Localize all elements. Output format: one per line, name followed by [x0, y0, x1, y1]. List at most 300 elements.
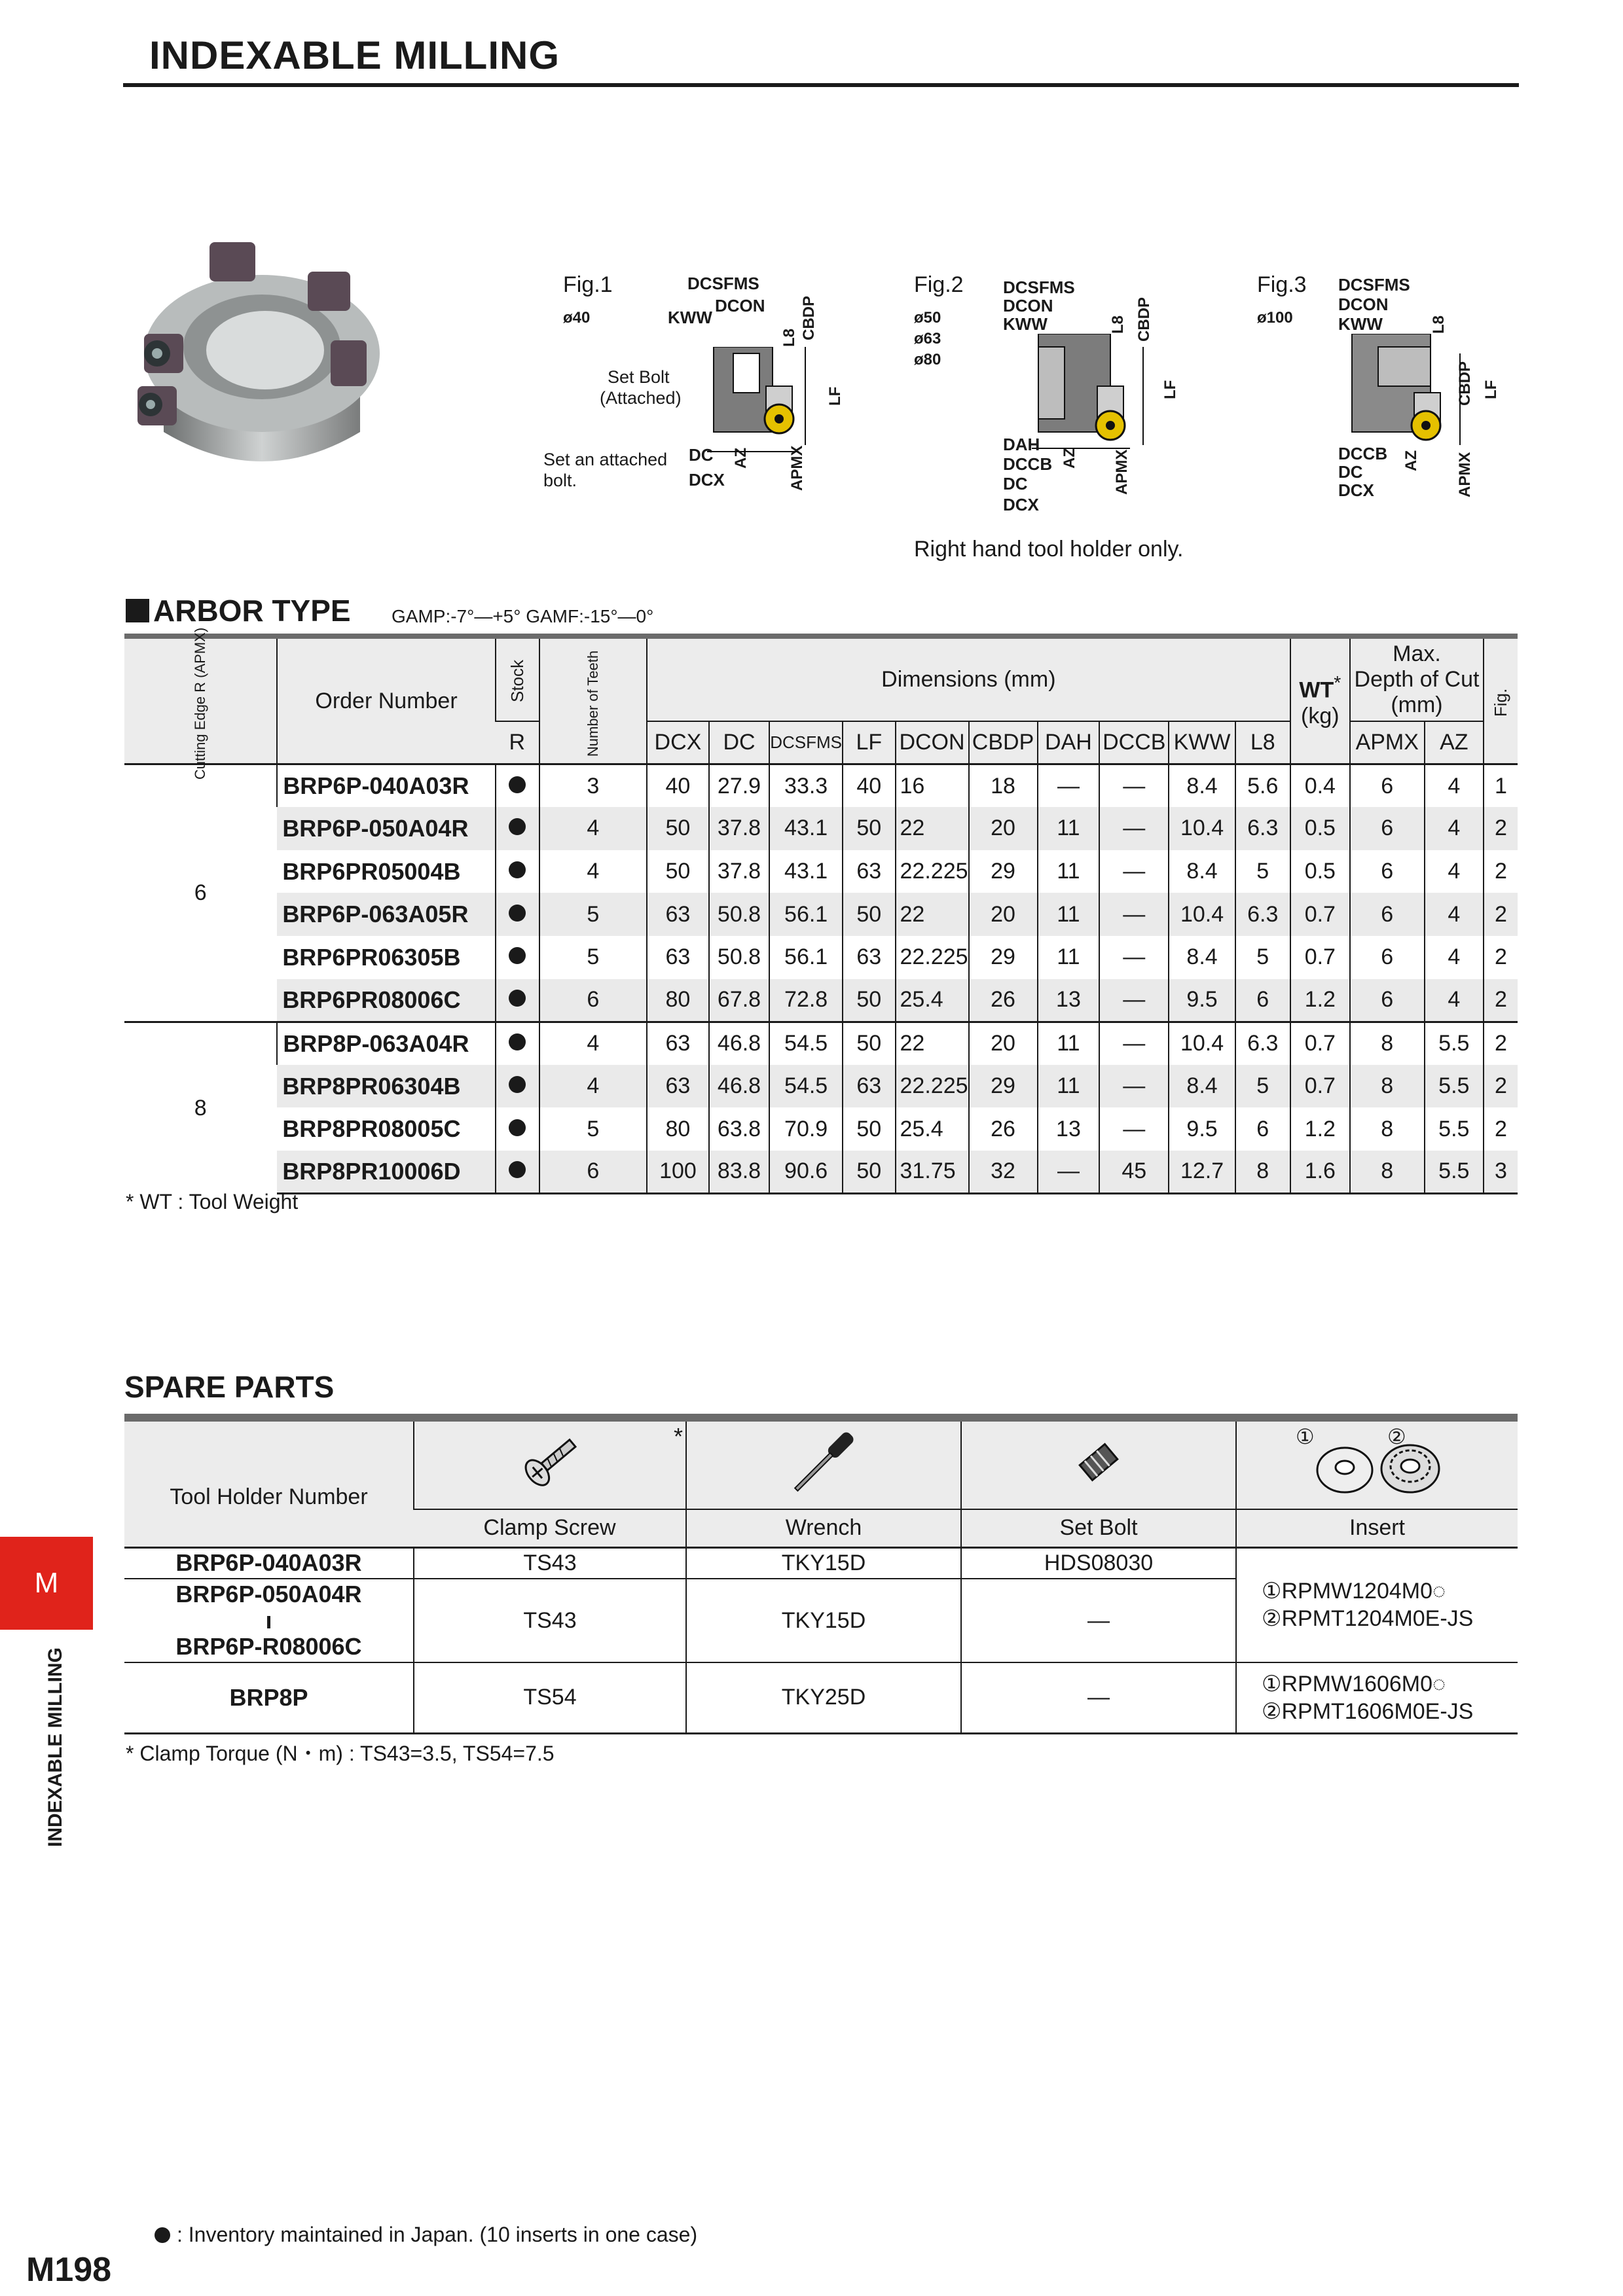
insert-icon [1299, 1431, 1456, 1503]
order-number-cell: BRP6PR08006C [277, 979, 495, 1022]
stock-cell [496, 893, 539, 936]
dim-cell-dcon: 22 [896, 807, 969, 850]
fig1-note1: Set an attached [543, 450, 668, 469]
wt-cell: 0.7 [1290, 1065, 1350, 1108]
fig-cell: 2 [1484, 936, 1518, 979]
set-bolt-image [961, 1422, 1236, 1509]
dim-cell-l8: 6.3 [1235, 1022, 1290, 1065]
col-dim-l8: L8 [1235, 721, 1290, 764]
dim-cell-dc: 27.9 [709, 764, 769, 808]
col-insert: Insert [1236, 1509, 1518, 1547]
fig1-drawing [707, 347, 825, 478]
stock-cell [496, 979, 539, 1022]
fig3-dc: DC [1338, 462, 1363, 482]
wt-cell: 1.2 [1290, 979, 1350, 1022]
fig2-label: Fig.2 [914, 272, 964, 297]
teeth-cell: 6 [539, 979, 647, 1022]
col-dimensions: Dimensions (mm) [647, 639, 1290, 721]
dim-cell-l8: 5 [1235, 936, 1290, 979]
dim-cell-dcsfms: 70.9 [769, 1107, 843, 1151]
footer-note [155, 2223, 697, 2247]
col-holder: Tool Holder Number [124, 1422, 414, 1547]
dim-cell-dc: 83.8 [709, 1151, 769, 1194]
fig1-dcon: DCON [715, 296, 765, 315]
bolt-cell: HDS08030 [961, 1547, 1236, 1579]
dim-cell-dcsfms: 33.3 [769, 764, 843, 808]
dim-cell-cbdp: 20 [969, 807, 1038, 850]
table-row [124, 1151, 1518, 1194]
spare-parts-table [124, 1414, 1518, 1734]
stock-cell [496, 807, 539, 850]
dim-cell-kww: 9.5 [1169, 979, 1235, 1022]
fig2-dah: DAH [1003, 435, 1040, 454]
insert-image [1236, 1422, 1518, 1509]
fig-label: Fig. [1491, 688, 1510, 717]
wt-cell: 0.5 [1290, 850, 1350, 893]
fig1-note2: bolt. [543, 471, 577, 490]
product-image [118, 236, 406, 497]
dim-cell-dah: 11 [1038, 1065, 1100, 1108]
col-dim-dc: DC [709, 721, 769, 764]
dim-cell-dcx: 63 [647, 1065, 709, 1108]
col-dim-dcon: DCON [896, 721, 969, 764]
fig2-dc: DC [1003, 474, 1028, 493]
stock-cell [496, 1065, 539, 1108]
arbor-topbar [124, 634, 1518, 639]
insert-line: ②RPMT1606M0E-JS [1262, 1698, 1474, 1724]
table-row [124, 850, 1518, 893]
spare-title: SPARE PARTS [124, 1370, 335, 1404]
dim-cell-dcx: 50 [647, 850, 709, 893]
dim-cell-l8: 5.6 [1235, 764, 1290, 808]
cutting-edge-cell: 8 [124, 1022, 277, 1193]
order-number-cell: BRP8PR08005C [282, 1115, 461, 1143]
teeth-cell: 5 [539, 936, 647, 979]
fig1-label: Fig.1 [563, 272, 613, 297]
dim-cell-dcon: 22 [896, 1022, 969, 1065]
dim-cell-dccb: — [1099, 1107, 1169, 1151]
fig2-dcx: DCX [1003, 495, 1039, 514]
table-row [124, 1022, 1518, 1065]
dim-cell-kww: 8.4 [1169, 850, 1235, 893]
col-dim-dcsfms: DCSFMS [769, 721, 843, 764]
cutting-edge-cell: 6 [124, 764, 277, 1022]
dim-cell-dc: 50.8 [709, 936, 769, 979]
col-fig [1484, 639, 1518, 764]
dim-cell-dah: 13 [1038, 1107, 1100, 1151]
dim-cell-l8: 8 [1235, 1151, 1290, 1194]
right-hand-note: Right hand tool holder only. [914, 537, 1184, 562]
dim-cell-dccb: — [1099, 1022, 1169, 1065]
dim-cell-kww: 12.7 [1169, 1151, 1235, 1194]
fig3-cbdp: CBDP [1456, 361, 1474, 406]
dim-cell-dcon: 22 [896, 893, 969, 936]
fig1-l8: L8 [780, 328, 798, 347]
dim-cell-l8: 6 [1235, 979, 1290, 1022]
screw-icon [514, 1433, 586, 1492]
teeth-cell: 5 [539, 893, 647, 936]
fig3-dcx: DCX [1338, 480, 1374, 500]
stock-cell [496, 764, 539, 808]
col-order-number: Order Number [277, 639, 495, 764]
dim-cell-dcx: 40 [647, 764, 709, 808]
dim-cell-dcx: 100 [647, 1151, 709, 1194]
col-dim-dcx: DCX [647, 721, 709, 764]
clamp-cell: TS54 [414, 1662, 686, 1733]
stock-dot-icon [509, 861, 526, 878]
teeth-cell: 4 [539, 1022, 647, 1065]
teeth-cell: 3 [539, 764, 647, 808]
clamp-cell: TS43 [414, 1579, 686, 1662]
fig1-apmx: APMX [788, 445, 806, 491]
stock-label: Stock [507, 659, 527, 703]
stock-dot-icon [509, 1161, 526, 1178]
arbor-table [124, 627, 1518, 1194]
set-bolt-icon [1069, 1433, 1128, 1492]
fig1-dcx: DCX [689, 470, 725, 490]
wrench-cell: TKY15D [686, 1579, 961, 1662]
fig-cell: 2 [1484, 893, 1518, 936]
apmx-cell: 6 [1350, 764, 1425, 808]
arbor-title-text: ARBOR TYPE [153, 594, 351, 628]
fig2-l8: L8 [1109, 315, 1127, 334]
apmx-cell: 6 [1350, 893, 1425, 936]
holder-cell: BRP8P [124, 1662, 414, 1733]
dim-cell-dcon: 22.225 [896, 936, 969, 979]
az-cell: 5.5 [1425, 1107, 1484, 1151]
holder-cell: BRP6P-040A03R [124, 1547, 414, 1579]
dim-cell-kww: 8.4 [1169, 936, 1235, 979]
section-tab[interactable]: M [0, 1537, 93, 1630]
fig2-dia-1: ø50 [914, 309, 941, 327]
dim-cell-dc: 46.8 [709, 1065, 769, 1108]
teeth-label: Number of Teeth [584, 650, 601, 757]
stock-cell [496, 1022, 539, 1065]
col-stock-r: R [496, 721, 539, 764]
fig-cell: 3 [1484, 1151, 1518, 1194]
table-row [124, 893, 1518, 936]
fig2-dia-3: ø80 [914, 351, 941, 368]
col-depth-apmx: APMX [1350, 721, 1425, 764]
dim-cell-dah: 11 [1038, 936, 1100, 979]
dim-cell-dcsfms: 54.5 [769, 1022, 843, 1065]
col-dim-kww: KWW [1169, 721, 1235, 764]
fig2-kww: KWW [1003, 314, 1048, 334]
stock-dot-icon [509, 818, 526, 835]
dim-cell-dcx: 50 [647, 807, 709, 850]
dim-cell-cbdp: 26 [969, 979, 1038, 1022]
stock-dot-icon [509, 1119, 526, 1136]
fig2-drawing [1032, 334, 1163, 458]
holder-line: BRP6P-R08006C [175, 1633, 362, 1660]
clamp-star: * [673, 1423, 683, 1450]
apmx-cell: 6 [1350, 807, 1425, 850]
stock-dot-icon [509, 990, 526, 1007]
dim-cell-lf: 50 [843, 807, 895, 850]
dim-cell-dcon: 25.4 [896, 1107, 969, 1151]
fig-cell: 2 [1484, 1107, 1518, 1151]
dim-cell-cbdp: 29 [969, 850, 1038, 893]
col-dim-dah: DAH [1038, 721, 1100, 764]
fig1-dia: ø40 [563, 309, 591, 327]
insert-line: ①RPMW1204M0◌ [1262, 1579, 1446, 1604]
order-number-cell: BRP6P-063A05R [277, 893, 495, 936]
dim-cell-dccb: — [1099, 936, 1169, 979]
stock-dot-icon [509, 776, 526, 793]
az-cell: 5.5 [1425, 1022, 1484, 1065]
dim-cell-dcon: 25.4 [896, 979, 969, 1022]
fig2-dcon: DCON [1003, 296, 1053, 315]
insert-circ1: ① [1296, 1425, 1315, 1448]
dim-cell-dcon: 31.75 [896, 1151, 969, 1194]
stock-dot-icon [509, 905, 526, 922]
dim-cell-dc: 67.8 [709, 979, 769, 1022]
apmx-cell: 6 [1350, 979, 1425, 1022]
fig3-dccb: DCCB [1338, 444, 1388, 463]
stock-cell [496, 1151, 539, 1194]
dim-cell-dcx: 63 [647, 936, 709, 979]
insert-circ2: ② [1387, 1425, 1406, 1448]
col-depth-az: AZ [1425, 721, 1484, 764]
wt-star: * [1334, 673, 1341, 694]
fig-cell: 2 [1484, 979, 1518, 1022]
fig2-apmx: APMX [1113, 449, 1131, 495]
wt-cell: 1.6 [1290, 1151, 1350, 1194]
clamp-cell: TS43 [414, 1547, 686, 1579]
wt-label: WT [1299, 677, 1334, 703]
arbor-title [126, 593, 351, 628]
dim-cell-dccb: — [1099, 1065, 1169, 1108]
dim-cell-kww: 10.4 [1169, 807, 1235, 850]
fig1-kww: KWW [668, 308, 712, 327]
col-dim-lf: LF [843, 721, 895, 764]
col-wrench: Wrench [686, 1509, 961, 1547]
teeth-cell: 4 [539, 807, 647, 850]
order-number-cell: BRP8PR10006D [277, 1151, 495, 1194]
col-bolt: Set Bolt [961, 1509, 1236, 1547]
fig1-dcsfms: DCSFMS [687, 274, 759, 293]
wrench-image [686, 1422, 961, 1509]
wt-note: * WT : Tool Weight [126, 1190, 299, 1213]
apmx-cell: 6 [1350, 850, 1425, 893]
dim-cell-kww: 10.4 [1169, 1022, 1235, 1065]
fig3-az: AZ [1402, 450, 1420, 471]
az-cell: 4 [1425, 893, 1484, 936]
dim-cell-dccb: — [1099, 807, 1169, 850]
order-number-cell: BRP8P-063A04R [277, 1022, 495, 1065]
fig3-l8: L8 [1430, 315, 1448, 334]
fig-cell: 2 [1484, 807, 1518, 850]
dim-cell-lf: 63 [843, 850, 895, 893]
col-cutting-edge [124, 627, 277, 780]
fig-cell: 2 [1484, 1022, 1518, 1065]
dim-cell-dc: 37.8 [709, 807, 769, 850]
dim-cell-cbdp: 32 [969, 1151, 1038, 1194]
dim-cell-dccb: — [1099, 893, 1169, 936]
stock-cell [496, 1107, 539, 1151]
order-number-cell: BRP6PR06305B [282, 943, 461, 971]
fig2-cbdp: CBDP [1135, 296, 1153, 342]
az-cell: 4 [1425, 807, 1484, 850]
page-title: INDEXABLE MILLING [149, 33, 560, 77]
wt-cell: 1.2 [1290, 1107, 1350, 1151]
dim-cell-dcon: 22.225 [896, 850, 969, 893]
fig2-dcsfms: DCSFMS [1003, 278, 1075, 297]
dim-cell-dcon: 16 [896, 764, 969, 808]
dim-cell-l8: 6.3 [1235, 893, 1290, 936]
fig1-dc: DC [689, 445, 714, 465]
dim-cell-l8: 6 [1235, 1107, 1290, 1151]
dim-cell-dcon: 22.225 [896, 1065, 969, 1108]
order-number-cell: BRP6P-040A03R [277, 764, 495, 808]
col-dim-dccb: DCCB [1099, 721, 1169, 764]
figure-3 [1231, 268, 1519, 504]
fig2-dccb: DCCB [1003, 454, 1053, 474]
col-dim-cbdp: CBDP [969, 721, 1038, 764]
stock-cell [496, 936, 539, 979]
stock-dot-icon [509, 1076, 526, 1093]
cutting-edge-label: Cutting Edge R (APMX) [192, 627, 209, 780]
dim-cell-dah: 11 [1038, 850, 1100, 893]
dim-cell-lf: 50 [843, 1107, 895, 1151]
dim-cell-lf: 50 [843, 893, 895, 936]
col-max-depth [1350, 639, 1484, 721]
col-wt [1290, 639, 1350, 764]
az-cell: 4 [1425, 936, 1484, 979]
az-cell: 4 [1425, 764, 1484, 808]
dim-cell-dcx: 63 [647, 1022, 709, 1065]
arbor-angles: GAMP:-7°—+5° GAMF:-15°—0° [392, 606, 654, 626]
wrench-cell: TKY15D [686, 1547, 961, 1579]
dim-cell-lf: 63 [843, 936, 895, 979]
inventory-dot-icon [155, 2227, 170, 2243]
dim-cell-dcsfms: 54.5 [769, 1065, 843, 1108]
fig3-kww: KWW [1338, 314, 1383, 334]
az-cell: 4 [1425, 979, 1484, 1022]
max-label: Max. [1393, 641, 1441, 666]
table-row [124, 764, 1518, 808]
az-cell: 5.5 [1425, 1065, 1484, 1108]
fig1-set-bolt: Set Bolt [608, 367, 670, 387]
dim-cell-dc: 46.8 [709, 1022, 769, 1065]
dim-cell-dcsfms: 43.1 [769, 807, 843, 850]
dim-cell-cbdp: 20 [969, 893, 1038, 936]
wt-cell: 0.4 [1290, 764, 1350, 808]
figure-1 [537, 268, 864, 504]
table-row [124, 1107, 1518, 1151]
spare-topbar [124, 1414, 1518, 1422]
holder-line: BRP6P-050A04R [175, 1581, 362, 1607]
apmx-cell: 6 [1350, 936, 1425, 979]
wt-cell: 0.7 [1290, 1022, 1350, 1065]
fig3-dia: ø100 [1257, 309, 1293, 327]
dim-cell-dcsfms: 43.1 [769, 850, 843, 893]
title-rule [123, 83, 1519, 87]
dim-cell-dcx: 80 [647, 979, 709, 1022]
dim-cell-l8: 6.3 [1235, 807, 1290, 850]
apmx-cell: 8 [1350, 1107, 1425, 1151]
stock-cell [496, 850, 539, 893]
dim-cell-kww: 8.4 [1169, 1065, 1235, 1108]
bolt-cell: — [961, 1579, 1236, 1662]
bolt-cell: — [961, 1662, 1236, 1733]
stock-dot-icon [509, 947, 526, 964]
depth-label: Depth of Cut [1354, 667, 1480, 692]
az-cell: 4 [1425, 850, 1484, 893]
wrench-cell: TKY25D [686, 1662, 961, 1733]
holder-line: ı [265, 1607, 272, 1634]
fig2-dia-2: ø63 [914, 330, 941, 348]
dim-cell-l8: 5 [1235, 1065, 1290, 1108]
fig3-dcon: DCON [1338, 295, 1389, 314]
dim-cell-dc: 50.8 [709, 893, 769, 936]
dim-cell-cbdp: 18 [969, 764, 1038, 808]
fig1-az: AZ [732, 448, 750, 469]
fig3-lf: LF [1482, 380, 1500, 399]
insert-line: ②RPMT1204M0E-JS [1262, 1606, 1474, 1632]
figure-2 [884, 268, 1211, 530]
order-number-cell: BRP6PR05004B [282, 857, 461, 885]
table-row [124, 807, 1518, 850]
holder-cell [124, 1579, 414, 1662]
page-number: M198 [26, 2251, 112, 2289]
dim-cell-dah: 13 [1038, 979, 1100, 1022]
col-teeth [539, 639, 647, 764]
teeth-cell: 6 [539, 1151, 647, 1194]
wt-cell: 0.7 [1290, 893, 1350, 936]
wt-cell: 0.5 [1290, 807, 1350, 850]
az-cell: 5.5 [1425, 1151, 1484, 1194]
stock-dot-icon [509, 1033, 526, 1050]
dim-cell-dcsfms: 56.1 [769, 936, 843, 979]
dim-cell-dccb: — [1099, 764, 1169, 808]
clamp-screw-image [414, 1422, 686, 1509]
fig1-attached: (Attached) [600, 388, 682, 408]
depth-unit: (mm) [1391, 692, 1443, 717]
dim-cell-dah: 11 [1038, 893, 1100, 936]
side-section-label: INDEXABLE MILLING [45, 1647, 66, 1847]
fig3-dcsfms: DCSFMS [1338, 275, 1410, 295]
col-stock [496, 639, 539, 721]
dim-cell-lf: 50 [843, 1022, 895, 1065]
order-number-cell: BRP8PR06304B [277, 1065, 495, 1108]
table-row [124, 936, 1518, 979]
dim-cell-dccb: — [1099, 850, 1169, 893]
teeth-cell: 4 [539, 850, 647, 893]
apmx-cell: 8 [1350, 1022, 1425, 1065]
insert-line: ①RPMW1606M0◌ [1262, 1671, 1446, 1696]
dim-cell-kww: 8.4 [1169, 764, 1235, 808]
order-number-cell: BRP6P-050A04R [277, 807, 495, 850]
dim-cell-dc: 63.8 [709, 1107, 769, 1151]
fig-cell: 2 [1484, 1065, 1518, 1108]
fig3-apmx: APMX [1456, 452, 1474, 497]
table-row [124, 979, 1518, 1022]
dim-cell-dah: — [1038, 1151, 1100, 1194]
insert-cell [1236, 1547, 1518, 1662]
col-clamp: Clamp Screw [414, 1509, 686, 1547]
wt-unit: (kg) [1301, 703, 1340, 728]
dim-cell-lf: 40 [843, 764, 895, 808]
table-row [124, 1065, 1518, 1108]
fig1-lf: LF [826, 386, 844, 406]
dim-cell-lf: 63 [843, 1065, 895, 1108]
dim-cell-lf: 50 [843, 1151, 895, 1194]
dim-cell-dc: 37.8 [709, 850, 769, 893]
apmx-cell: 8 [1350, 1065, 1425, 1108]
dim-cell-dcsfms: 90.6 [769, 1151, 843, 1194]
fig3-label: Fig.3 [1257, 272, 1307, 297]
